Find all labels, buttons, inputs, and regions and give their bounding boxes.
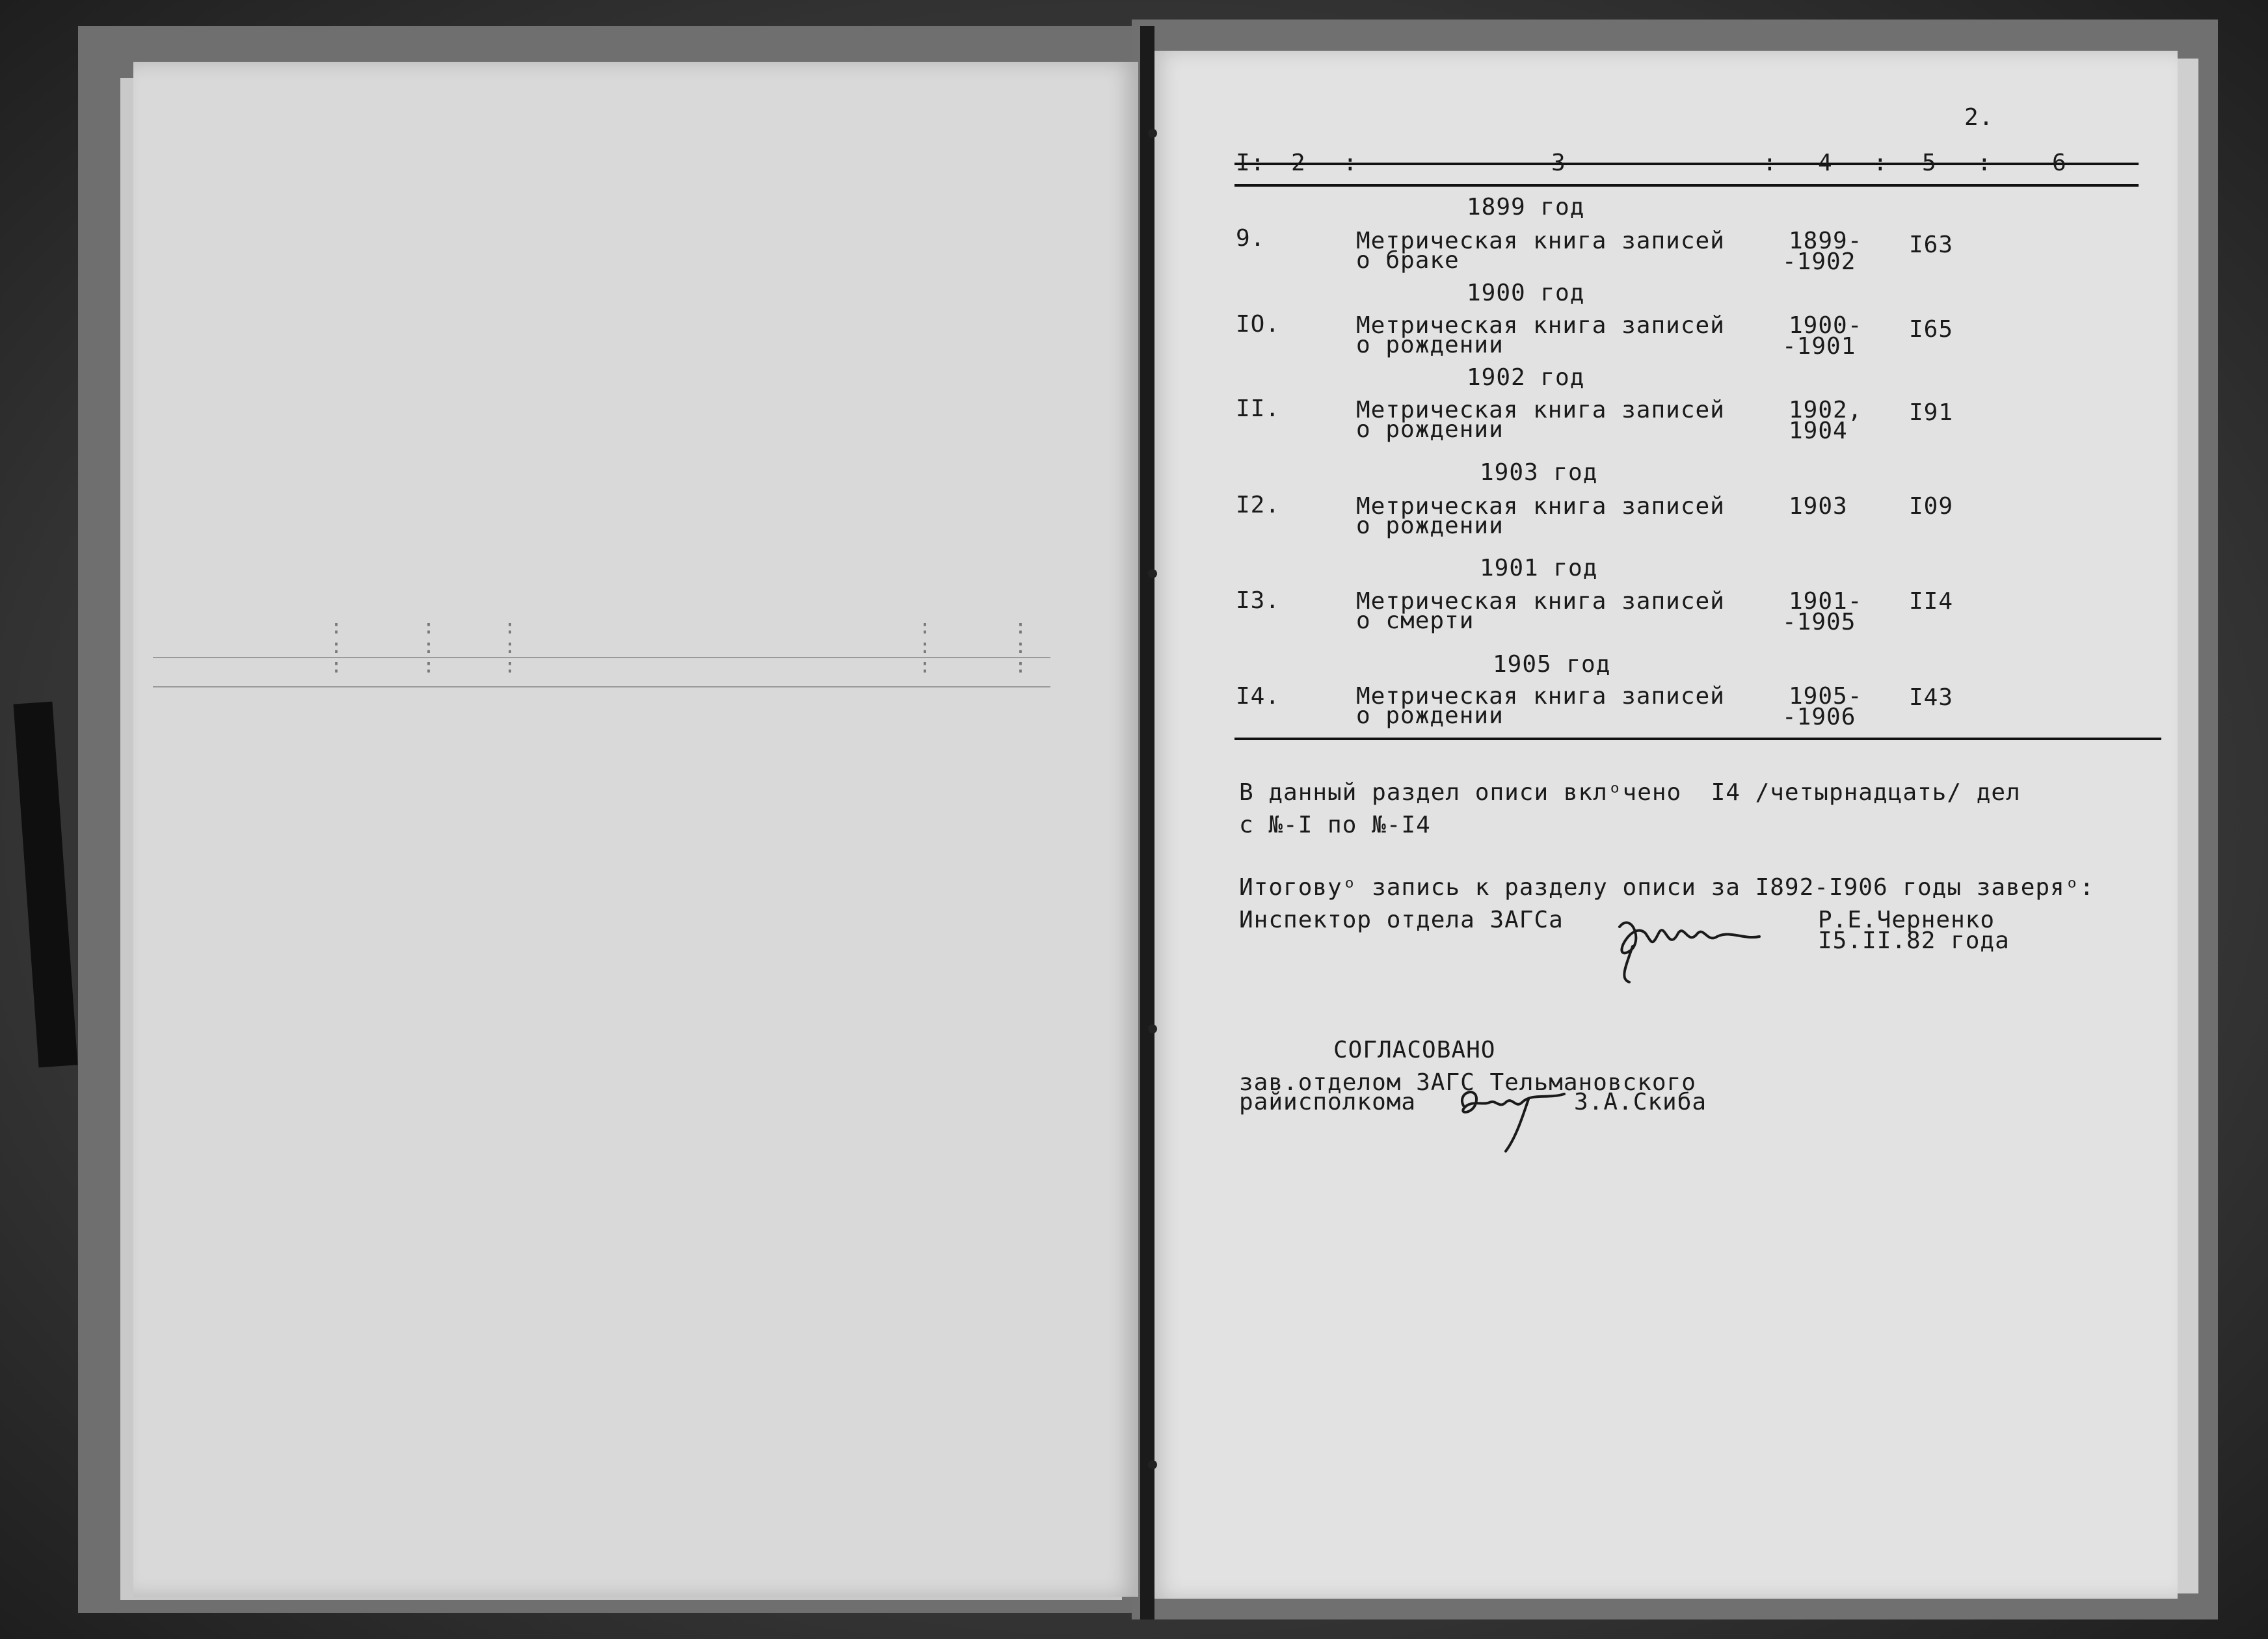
approver-signature — [1450, 1080, 1581, 1158]
header-col4: 4 — [1818, 150, 1833, 176]
year-heading: 1899 год — [1467, 194, 1585, 220]
entry-sheets: II4 — [1909, 588, 1954, 615]
bleed-through-dots: : : : — [330, 616, 343, 678]
entry-dates: 1899- — [1789, 228, 1863, 254]
entry-title: Метрическая книга записей — [1356, 228, 1725, 254]
year-heading: 1900 год — [1467, 280, 1585, 306]
entry-sheets: I63 — [1909, 232, 1954, 258]
year-heading: 1901 год — [1480, 555, 1598, 581]
entry-dates: 1905- — [1789, 683, 1863, 710]
entry-number: I4. — [1236, 683, 1281, 710]
entry-title: Метрическая книга записей — [1356, 683, 1725, 710]
certification-line: Итоговуᵒ запись к разделу описи за I892-I906 годы заверяᵒ: — [1239, 874, 2095, 901]
entry-number: I2. — [1236, 492, 1281, 518]
bleed-through-dots: : : : — [1015, 616, 1027, 678]
entry-title: Метрическая книга записей — [1356, 588, 1725, 615]
header-bottom-rule — [1234, 184, 2139, 187]
entry-title: Метрическая книга записей — [1356, 493, 1725, 520]
entry-title: о рождении — [1356, 416, 1504, 443]
year-heading: 1903 год — [1480, 459, 1598, 486]
entry-title: о рождении — [1356, 513, 1504, 539]
approver-name: З.А.Скиба — [1574, 1089, 1707, 1115]
header-top-rule — [1234, 163, 2139, 165]
entry-dates: 1902, — [1789, 397, 1863, 423]
entry-dates: -1902 — [1782, 248, 1856, 275]
summary-line: с №-I по №-I4 — [1239, 812, 1431, 838]
entry-title: Метрическая книга записей — [1356, 397, 1725, 423]
summary-line: В данный раздел описи вклᵒчено I4 /четырнадцать/ дел — [1239, 779, 2021, 806]
entry-number: I3. — [1236, 587, 1281, 614]
entry-dates: -1901 — [1782, 333, 1856, 360]
entry-dates: 1901- — [1789, 588, 1863, 615]
header-col6: 6 — [2052, 150, 2067, 176]
table-bottom-rule — [1234, 738, 2161, 740]
bleed-through-dots: : : : — [423, 616, 435, 678]
bleed-through-dots: : : : — [919, 616, 931, 678]
header-sep: : — [1977, 150, 1992, 176]
header-sep: : — [1873, 150, 1888, 176]
certification-date: I5.II.82 года — [1818, 927, 2010, 954]
header-col5: 5 — [1922, 150, 1937, 176]
entry-number: 9. — [1236, 225, 1266, 252]
entry-title: Метрическая книга записей — [1356, 312, 1725, 339]
inspector-role: Инспектор отдела ЗАГСа — [1239, 907, 1564, 933]
year-heading: 1905 год — [1493, 651, 1611, 678]
entry-dates: 1903 — [1789, 493, 1848, 520]
header-col1: I: — [1236, 150, 1266, 176]
header-sep: : — [1343, 150, 1358, 176]
entry-sheets: I65 — [1909, 316, 1954, 343]
year-heading: 1902 год — [1467, 364, 1585, 391]
bleed-through-dots: : : : — [504, 616, 516, 678]
entry-title: о рождении — [1356, 702, 1504, 729]
entry-dates: 1900- — [1789, 312, 1863, 339]
entry-dates: -1906 — [1782, 704, 1856, 730]
inspector-name: Р.Е.Черненко — [1818, 907, 1995, 933]
approval-heading: СОГЛАСОВАНО — [1333, 1037, 1496, 1063]
entry-sheets: I91 — [1909, 399, 1954, 426]
entry-number: IO. — [1236, 311, 1281, 338]
entry-dates: 1904 — [1789, 418, 1848, 444]
entry-title: о рождении — [1356, 332, 1504, 358]
entry-sheets: I43 — [1909, 684, 1954, 711]
header-col2: 2 — [1291, 150, 1306, 176]
entry-dates: -1905 — [1782, 609, 1856, 635]
inspector-signature — [1607, 907, 1769, 985]
entry-number: II. — [1236, 395, 1281, 422]
approval-line: райисполкома — [1239, 1089, 1417, 1115]
header-col3: 3 — [1551, 150, 1566, 176]
approval-line: зав.отделом ЗАГС Тельмановского — [1239, 1069, 1696, 1096]
entry-title: о смерти — [1356, 607, 1474, 634]
entry-title: о браке — [1356, 247, 1460, 274]
header-sep: : — [1763, 150, 1778, 176]
entry-sheets: I09 — [1909, 493, 1954, 520]
page-number: 2. — [1964, 104, 1994, 131]
